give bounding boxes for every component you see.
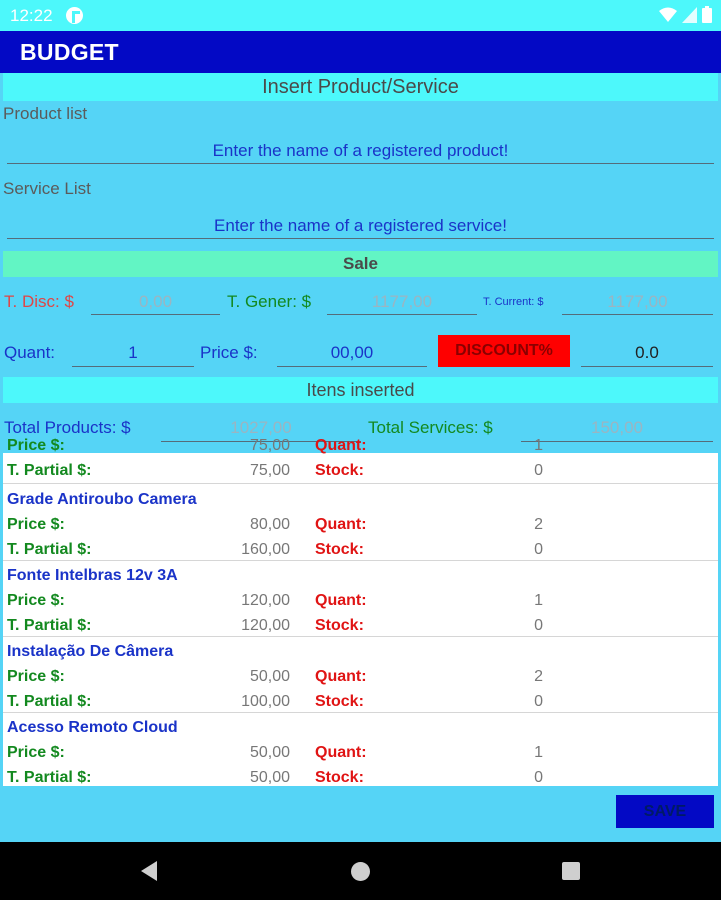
item-name: Fonte Intelbras 12v 3A xyxy=(7,567,178,584)
price-value: 50,00 xyxy=(249,668,290,685)
item-name: Acesso Remoto Cloud xyxy=(7,719,178,736)
product-input-placeholder: Enter the name of a registered product! xyxy=(212,141,509,160)
quant-label: Quant: xyxy=(315,437,367,454)
t-current-field xyxy=(562,290,713,315)
price-input[interactable] xyxy=(277,340,427,367)
quant-label: Quant: xyxy=(315,516,367,533)
status-bar xyxy=(0,0,721,31)
stock-value: 0 xyxy=(534,541,543,558)
home-icon[interactable] xyxy=(351,862,370,881)
stock-label: Stock: xyxy=(315,617,364,634)
item-name: Instalação De Câmera xyxy=(7,643,174,660)
t-gener-value: 1177,00 xyxy=(371,292,433,311)
total-products-value: 1027,00 xyxy=(230,418,292,437)
partial-value: 160,00 xyxy=(241,541,290,558)
discount-button[interactable]: DISCOUNT% xyxy=(438,335,570,367)
price-value: 75,00 xyxy=(249,437,290,454)
partial-value: 100,00 xyxy=(241,693,290,710)
quant-label: Quant: xyxy=(315,592,367,609)
stock-value: 0 xyxy=(534,693,543,710)
partial-label: T. Partial $: xyxy=(7,541,92,558)
stock-value: 0 xyxy=(534,617,543,634)
quant-value: 1 xyxy=(128,343,138,362)
navigation-bar xyxy=(0,842,721,900)
battery-icon xyxy=(702,6,712,23)
price-label: Price $: xyxy=(7,668,65,685)
app-bar xyxy=(0,31,721,73)
app-notification-icon xyxy=(66,7,83,24)
partial-label: T. Partial $: xyxy=(7,693,92,710)
quant-input[interactable] xyxy=(72,340,194,367)
items-list[interactable] xyxy=(3,437,718,786)
quant-value: 1 xyxy=(534,744,543,761)
quant-value: 2 xyxy=(534,516,543,533)
t-disc-label: T. Disc: $ xyxy=(4,292,74,311)
partial-label: T. Partial $: xyxy=(7,462,92,479)
price-label: Price $: xyxy=(200,343,258,362)
quant-value: 1 xyxy=(534,592,543,609)
partial-value: 120,00 xyxy=(241,617,290,634)
sale-header: Sale xyxy=(3,251,718,277)
stock-label: Stock: xyxy=(315,693,364,710)
status-icons xyxy=(659,6,712,23)
service-input-placeholder: Enter the name of a registered service! xyxy=(214,216,507,235)
stock-value: 0 xyxy=(534,462,543,479)
t-current-label: T. Current: $ xyxy=(483,296,544,308)
list-item[interactable] xyxy=(3,637,718,713)
total-services-label: Total Services: $ xyxy=(368,418,493,437)
partial-value: 75,00 xyxy=(249,462,290,479)
quant-label: Quant: xyxy=(315,668,367,685)
stock-label: Stock: xyxy=(315,462,364,479)
list-item[interactable] xyxy=(3,561,718,637)
t-gener-field xyxy=(327,290,477,315)
item-name: Grade Antiroubo Camera xyxy=(7,491,197,508)
quant-value: 1 xyxy=(534,437,543,454)
list-item[interactable] xyxy=(3,485,718,561)
t-gener-label: T. Gener: $ xyxy=(227,292,312,311)
recents-icon[interactable] xyxy=(562,862,580,880)
t-disc-field xyxy=(91,290,220,315)
partial-label: T. Partial $: xyxy=(7,769,92,786)
service-input[interactable] xyxy=(7,213,714,239)
total-services-value: 150,00 xyxy=(591,418,643,437)
stock-value: 0 xyxy=(534,769,543,786)
discount-value: 0.0 xyxy=(635,343,659,362)
product-input[interactable] xyxy=(7,138,714,164)
price-value: 120,00 xyxy=(241,592,290,609)
total-products-label: Total Products: $ xyxy=(4,418,131,437)
product-list-label: Product list xyxy=(3,104,88,123)
insert-header: Insert Product/Service xyxy=(3,73,718,101)
signal-icon xyxy=(682,7,697,23)
wifi-icon xyxy=(659,7,677,23)
service-list-label: Service List xyxy=(3,179,91,198)
stock-label: Stock: xyxy=(315,541,364,558)
t-current-value: 1177,00 xyxy=(607,292,668,311)
quant-label: Quant: xyxy=(315,744,367,761)
price-value: 50,00 xyxy=(249,744,290,761)
list-item[interactable] xyxy=(3,408,718,484)
price-label: Price $: xyxy=(7,516,65,533)
discount-input[interactable] xyxy=(581,340,713,367)
price-label: Price $: xyxy=(7,437,65,454)
partial-label: T. Partial $: xyxy=(7,617,92,634)
list-item[interactable] xyxy=(3,713,718,789)
status-time: 12:22 xyxy=(10,6,53,25)
price-label: Price $: xyxy=(7,592,65,609)
save-button[interactable]: SAVE xyxy=(616,795,714,828)
price-value: 80,00 xyxy=(249,516,290,533)
app-title: BUDGET xyxy=(20,39,119,65)
items-header: Itens inserted xyxy=(3,377,718,403)
price-value: 00,00 xyxy=(330,343,374,362)
quant-value: 2 xyxy=(534,668,543,685)
quant-label: Quant: xyxy=(4,343,56,362)
stock-label: Stock: xyxy=(315,769,364,786)
price-label: Price $: xyxy=(7,744,65,761)
partial-value: 50,00 xyxy=(249,769,290,786)
back-icon[interactable] xyxy=(141,861,157,881)
t-disc-value: 0,00 xyxy=(138,292,173,311)
